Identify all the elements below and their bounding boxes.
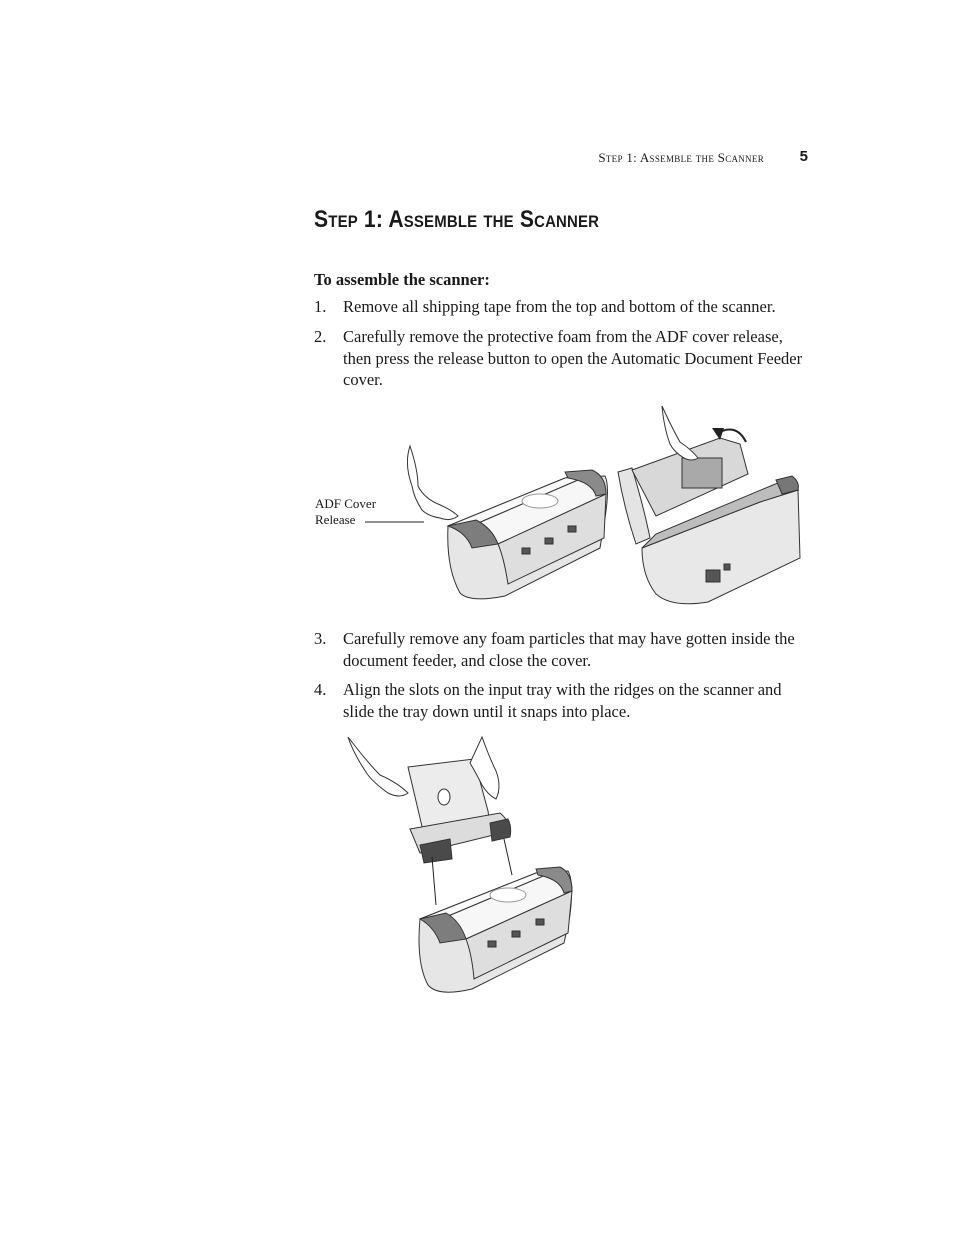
scanner-closed-drawing — [448, 470, 608, 599]
scanner-open-drawing — [618, 438, 800, 604]
scanner-closed-drawing — [419, 867, 572, 992]
hand-drawing — [407, 446, 458, 520]
procedure-heading: To assemble the scanner: — [314, 270, 490, 289]
step-number: 3. — [314, 629, 327, 648]
running-title: Step 1: Assemble the Scanner — [598, 150, 764, 165]
alignment-guide-line — [432, 857, 436, 905]
step-item — [314, 628, 814, 671]
step-text: Carefully remove the protective foam from the ADF cover release, then press the release button to open the Automatic Document Feeder cover. — [343, 327, 803, 389]
step-text: Carefully remove any foam particles that may have gotten inside the document feeder, and close the cover. — [343, 629, 795, 670]
step-text: Align the slots on the input tray with the ridges on the scanner and slide the tray down until it snaps into place. — [343, 680, 782, 721]
step-number: 4. — [314, 680, 327, 699]
running-header — [560, 148, 810, 170]
input-tray-illustration — [340, 735, 580, 997]
section-title: Step 1: Assemble the Scanner — [314, 206, 600, 233]
alignment-guide-line — [504, 839, 512, 875]
hand-drawing — [662, 406, 698, 460]
callout-line: Release — [315, 511, 356, 527]
step-text: Remove all shipping tape from the top and bottom of the scanner. — [343, 297, 776, 316]
step-item — [314, 679, 814, 722]
step-number: 2. — [314, 327, 327, 346]
callout-line: ADF Cover — [315, 496, 377, 511]
step-item — [314, 296, 814, 318]
step-number: 1. — [314, 297, 327, 316]
page-number: 5 — [799, 148, 808, 165]
step-item — [314, 326, 814, 391]
scanner-assembly-illustration — [300, 398, 820, 610]
